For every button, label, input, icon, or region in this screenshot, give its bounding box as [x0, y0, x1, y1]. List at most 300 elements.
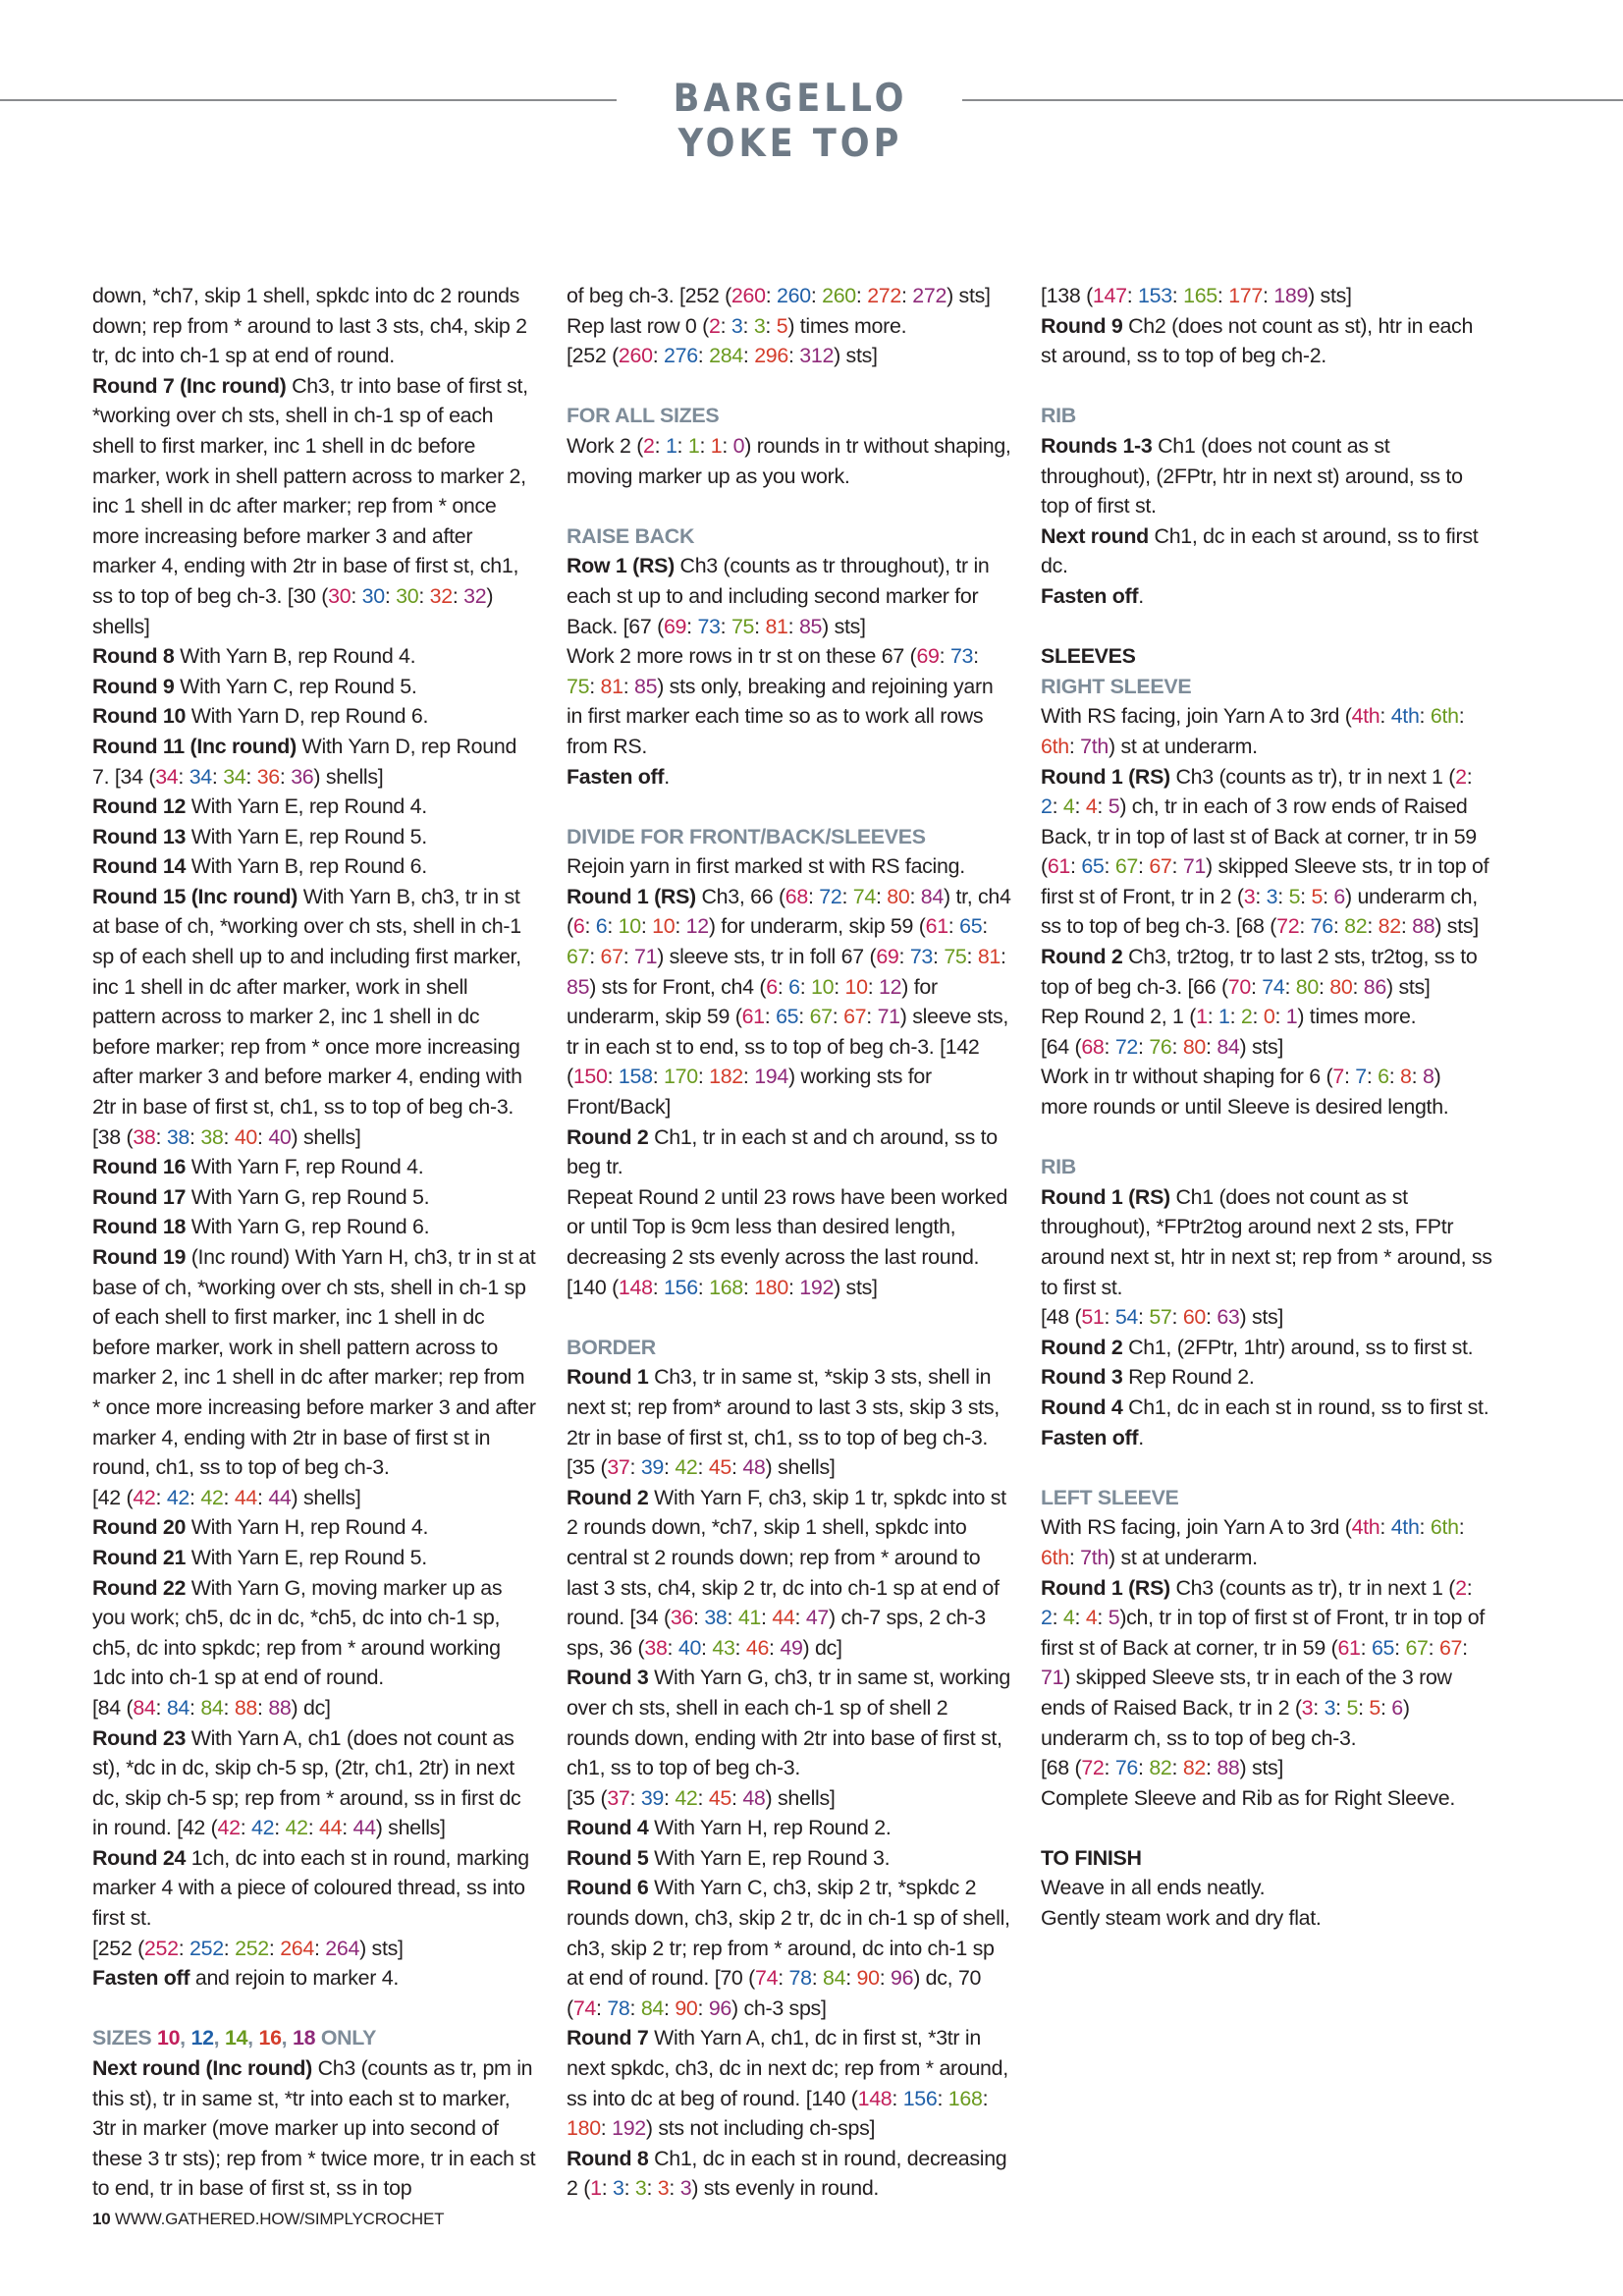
text-run: : — [1458, 1515, 1465, 1540]
text-run: ) skipped Sleeve sts, tr in each of the 3 row ends of Raised Back, tr in 2 ( — [1041, 1666, 1452, 1720]
size-value: 60 — [1182, 1305, 1207, 1330]
text-run: : — [1068, 734, 1081, 758]
text-run: ) shells] — [313, 764, 384, 789]
text-run: BORDER — [567, 1335, 656, 1359]
text-run: : — [313, 1936, 326, 1960]
text-run: : — [697, 1995, 709, 2020]
size-value: 61 — [1337, 1635, 1361, 1660]
text-run: : — [279, 764, 292, 789]
size-value: 2 — [1041, 794, 1053, 819]
instruction-paragraph — [567, 762, 1012, 793]
text-run: : — [268, 1936, 281, 1960]
text-run: : — [778, 1966, 789, 1991]
bold-label: Round 24 — [92, 1845, 187, 1870]
bold-label: Round 2 — [1041, 945, 1123, 969]
size-value: 10 — [156, 2026, 181, 2050]
size-value: 6 — [788, 974, 800, 999]
instruction-paragraph — [92, 882, 536, 1152]
size-value: 2 — [1455, 764, 1467, 789]
text-run: : — [1217, 284, 1229, 307]
instruction-paragraph — [567, 431, 1012, 491]
text-run: Ch1, (2FPtr, 1htr) around, ss to first st. — [1122, 1335, 1474, 1359]
text-run: : — [189, 1695, 201, 1720]
instruction-paragraph — [567, 882, 1012, 1122]
size-value: 84 — [920, 884, 944, 908]
size-value: 252 — [143, 1936, 179, 1960]
size-value: 14 — [224, 2026, 248, 2050]
size-value: 45 — [708, 1785, 732, 1810]
text-run: ) dc] — [291, 1695, 331, 1720]
size-value: 3 — [1266, 884, 1278, 908]
text-run: : — [1104, 1305, 1115, 1330]
text-run: : — [274, 1816, 286, 1840]
text-run: ) sts] — [822, 614, 866, 638]
size-value: 61 — [1047, 854, 1071, 879]
bold-label: Round 11 (Inc round) — [92, 734, 297, 758]
text-run: With Yarn A, ch1 (does not count as st), *dc in dc, skip ch-5 sp, (2tr, ch1, 2tr) in next dc, skip ch-5 sp; rep from * around, ss in first dc in round. [42 ( — [92, 1725, 521, 1840]
text-run: : — [855, 284, 868, 307]
instruction-paragraph — [92, 371, 536, 641]
size-value: 34 — [189, 764, 212, 789]
size-value: 180 — [754, 1275, 788, 1299]
section-heading — [1041, 672, 1492, 702]
section-spacer — [1041, 371, 1492, 402]
text-run: : — [799, 974, 812, 999]
text-run: : — [697, 1065, 710, 1089]
text-run: Ch3, 66 ( — [695, 884, 785, 908]
text-run: Ch3, tr in same st, *skip 3 sts, shell in next st; rep from* around to last 3 sts, skip 3 sts, 2tr in base of first st, ch1, ss to top of beg ch-3. — [567, 1365, 1000, 1449]
size-value: 88 — [1217, 1756, 1240, 1780]
size-value: 38 — [166, 1124, 190, 1149]
instruction-paragraph — [567, 1483, 1012, 1664]
text-run: With Yarn B, rep Round 4. — [174, 644, 416, 669]
instruction-paragraph — [92, 1843, 536, 1934]
size-value: 44 — [352, 1816, 376, 1840]
size-value: 72 — [1276, 914, 1300, 939]
size-value: 6th — [1041, 734, 1069, 758]
text-run: : — [720, 313, 731, 338]
instruction-paragraph — [567, 311, 1012, 342]
text-run: ) st at underarm. — [1108, 1545, 1258, 1569]
text-run: : — [693, 1606, 705, 1630]
footer-url: WWW.GATHERED.HOW/SIMPLYCROCHET — [115, 2210, 445, 2228]
size-value: 5 — [1288, 884, 1301, 908]
text-run: : — [966, 945, 978, 969]
text-run: : — [1462, 1635, 1468, 1660]
section-spacer — [567, 792, 1012, 822]
text-run: : — [257, 1124, 269, 1149]
size-value: 30 — [396, 583, 419, 608]
text-run: and rejoin to marker 4. — [189, 1966, 399, 1991]
bold-label: Round 9 — [1041, 313, 1123, 338]
size-value: 3 — [1243, 884, 1256, 908]
size-value: 82 — [1149, 1756, 1172, 1780]
size-value: 65 — [776, 1005, 799, 1029]
size-value: 7th — [1080, 734, 1109, 758]
text-run: Ch2 (does not count as st), htr in each st around, ss to top of beg ch-2. — [1041, 313, 1474, 368]
text-run: ) shells] — [291, 1124, 361, 1149]
text-run: : — [1206, 1756, 1217, 1780]
size-value: 69 — [663, 614, 687, 638]
text-run: With Yarn H, rep Round 2. — [648, 1816, 892, 1840]
text-run: Ch3, tr into base of first st, *working over ch sts, shell in ch-1 sp of each shell to first marker, inc 1 shell in dc before marker, work in shell pattern across to marker 2, inc 1 shell in dc after marker; rep from * once more increasing before marker 3 and after marker 4, ending with 2tr in base of first st, ch1, ss to top of beg ch-3. [30 ( — [92, 373, 528, 608]
size-value: 0 — [732, 433, 745, 458]
size-value: 47 — [805, 1606, 830, 1630]
size-value: 84 — [640, 1995, 665, 2020]
text-run: . — [664, 764, 670, 789]
text-run: : — [1419, 1515, 1431, 1540]
size-value: 48 — [742, 1785, 766, 1810]
size-value: 42 — [133, 1485, 156, 1509]
size-value: 34 — [223, 764, 246, 789]
size-value: 75 — [730, 614, 755, 638]
size-value: 67 — [1149, 854, 1172, 879]
text-run: : — [1206, 1034, 1217, 1059]
size-value: 168 — [947, 2086, 983, 2110]
text-run: With Yarn C, ch3, skip 2 tr, *spkdc 2 rounds down, ch3, skip 2 tr, dc in ch-1 sp of shell, ch3, skip 2 tr; rep from * around, dc into ch-1 sp at end of round. [70 ( — [567, 1876, 1010, 1991]
text-run: : — [769, 1635, 781, 1660]
bold-label: Round 19 — [92, 1245, 187, 1269]
text-run: Work in tr without shaping for 6 ( — [1041, 1065, 1333, 1089]
text-run: : — [731, 1455, 743, 1480]
text-run: With Yarn F, rep Round 4. — [186, 1155, 424, 1179]
size-value: 80 — [1295, 974, 1319, 999]
size-value: 63 — [1217, 1305, 1240, 1330]
text-run: : — [223, 1695, 235, 1720]
text-run: [252 ( — [92, 1936, 144, 1960]
size-value: 0 — [1263, 1005, 1275, 1029]
instruction-paragraph — [1041, 1002, 1492, 1032]
size-value: 312 — [799, 344, 835, 368]
text-run: : — [1343, 1065, 1356, 1089]
size-value: 10 — [844, 974, 868, 999]
instruction-paragraph — [1041, 1903, 1492, 1934]
instruction-paragraph — [92, 281, 536, 371]
text-run: With Yarn E, rep Round 5. — [186, 824, 427, 848]
instruction-paragraph — [92, 1512, 536, 1543]
text-run: : — [697, 344, 710, 368]
text-run: : — [1070, 854, 1082, 879]
size-value: 148 — [857, 2086, 893, 2110]
size-value: 2 — [709, 313, 721, 338]
text-run: : — [1313, 1695, 1325, 1720]
instruction-paragraph — [567, 1783, 1012, 1814]
size-value: 7th — [1080, 1545, 1109, 1569]
size-value: 32 — [429, 583, 453, 608]
instruction-paragraph — [567, 1122, 1012, 1182]
size-value: 68 — [784, 884, 808, 908]
size-value: 57 — [1149, 1305, 1172, 1330]
text-run: [35 ( — [567, 1785, 608, 1810]
size-value: 252 — [189, 1936, 224, 1960]
size-value: 158 — [618, 1065, 653, 1089]
bold-label: Round 18 — [92, 1215, 187, 1239]
size-value: 16 — [258, 2026, 282, 2050]
size-value: 2 — [1240, 1005, 1253, 1029]
text-run: 1ch, dc into each st in round, marking marker 4 with a piece of coloured thread, ss into first st. — [92, 1845, 529, 1931]
text-run: ) shells] — [92, 583, 494, 638]
instruction-paragraph — [1041, 281, 1492, 311]
size-value: 88 — [1412, 914, 1435, 939]
size-value: 41 — [737, 1606, 762, 1630]
size-value: 194 — [754, 1065, 788, 1089]
size-value: 85 — [634, 674, 658, 698]
text-run: : — [764, 1005, 777, 1029]
text-run: RIB — [1041, 404, 1076, 428]
size-value: 2 — [1455, 1575, 1467, 1600]
instruction-paragraph — [1041, 581, 1492, 612]
text-run: : — [1300, 884, 1312, 908]
page-footer — [92, 2210, 444, 2229]
text-run: : — [1411, 1065, 1423, 1089]
text-run: : — [1255, 884, 1267, 908]
text-run: : — [189, 1485, 201, 1509]
text-run: : — [1274, 1005, 1286, 1029]
text-run: ) sts] — [1386, 974, 1431, 999]
bold-label: Round 3 — [1041, 1365, 1123, 1390]
text-run: : — [1466, 1575, 1473, 1600]
text-run: With Yarn F, ch3, skip 1 tr, spkdc into st 2 rounds down, *ch7, skip 1 shell, spkdc into central st 2 rounds down; rep from * around to last 3 sts, ch4, skip 2 tr, dc into ch-1 sp at end of round. [34 ( — [567, 1485, 1006, 1630]
text-run: )ch, tr in top of first st of Front, tr in top of first st of Back at corner, tr in 59 ( — [1041, 1606, 1485, 1660]
instruction-paragraph — [92, 1182, 536, 1213]
size-value: 75 — [944, 945, 967, 969]
text-run: : — [765, 284, 778, 307]
text-run: ) sleeve sts, tr in each st to end, ss to top of beg ch-3. [142 ( — [567, 1005, 1008, 1089]
instruction-paragraph — [92, 1934, 536, 1964]
text-run: ) dc] — [802, 1635, 842, 1660]
text-run: Ch1, dc in each st in round, decreasing 2 ( — [567, 2146, 1007, 2201]
bold-label: Round 14 — [92, 854, 187, 879]
text-run: ) times more. — [1297, 1005, 1417, 1029]
instruction-paragraph — [92, 2053, 536, 2204]
bold-label: Round 1 — [567, 1365, 649, 1390]
instruction-paragraph — [92, 851, 536, 882]
size-value: 165 — [1183, 284, 1217, 307]
size-value: 2 — [643, 433, 655, 458]
text-run: : — [699, 433, 711, 458]
text-run: : — [1319, 974, 1330, 999]
text-run: : — [845, 1966, 857, 1991]
text-run: Work 2 ( — [567, 433, 644, 458]
section-spacer — [1041, 1122, 1492, 1153]
instruction-paragraph — [567, 1452, 1012, 1483]
size-value: 69 — [916, 644, 940, 669]
text-run: With Yarn D, rep Round 6. — [186, 704, 429, 729]
size-value: 73 — [909, 945, 934, 969]
text-run: : — [1229, 1005, 1241, 1029]
section-heading — [567, 401, 1012, 431]
text-run: ) dc, 70 ( — [567, 1966, 982, 2020]
text-run: Complete Sleeve and Rib as for Right Sleeve. — [1041, 1785, 1455, 1810]
text-run: : — [1352, 974, 1364, 999]
size-value: 5 — [1346, 1695, 1359, 1720]
size-value: 4th — [1351, 704, 1380, 729]
size-value: 80 — [1182, 1034, 1207, 1059]
size-value: 37 — [607, 1785, 630, 1810]
text-run: : — [600, 2116, 613, 2141]
size-value: 192 — [799, 1275, 835, 1299]
text-run: : — [1358, 1695, 1370, 1720]
bold-label: Round 23 — [92, 1725, 187, 1750]
instruction-paragraph — [1041, 431, 1492, 521]
bold-label: Round 4 — [1041, 1394, 1123, 1419]
size-value: 72 — [1114, 1034, 1139, 1059]
size-value: 296 — [754, 344, 788, 368]
text-run: : — [722, 433, 733, 458]
size-value: 44 — [319, 1816, 343, 1840]
size-value: 5 — [1108, 1606, 1120, 1630]
text-run: : — [1171, 1756, 1183, 1780]
text-run: ) ch-3 sps] — [731, 1995, 827, 2020]
text-run: : — [1138, 1305, 1150, 1330]
size-value: 84 — [1217, 1034, 1240, 1059]
text-run: ) working sts for Front/Back] — [567, 1065, 932, 1120]
instruction-paragraph — [1041, 942, 1492, 1002]
size-value: 84 — [133, 1695, 156, 1720]
text-run: ) times more. — [787, 313, 907, 338]
size-value: 67 — [809, 1005, 833, 1029]
text-run: With Yarn E, rep Round 5. — [186, 1545, 427, 1569]
text-run: : — [1052, 794, 1063, 819]
text-run: : — [1138, 1756, 1150, 1780]
size-value: 71 — [634, 945, 658, 969]
instruction-paragraph — [1041, 1062, 1492, 1121]
text-run: : — [589, 674, 601, 698]
size-value: 67 — [1114, 854, 1139, 879]
size-value: 4 — [1085, 794, 1098, 819]
text-run: Ch3 (counts as tr), tr in next 1 ( — [1169, 1575, 1456, 1600]
text-run: ) for underarm, skip 59 ( — [708, 914, 926, 939]
text-run: : — [1251, 974, 1263, 999]
text-run: : — [1323, 884, 1334, 908]
text-run: . — [1138, 583, 1144, 608]
size-value: 6 — [572, 914, 585, 939]
instruction-paragraph — [92, 1483, 536, 1513]
size-value: 272 — [867, 284, 901, 307]
text-run: : — [607, 1065, 619, 1089]
text-run: Ch1, dc in each st around, ss to first dc. — [1041, 523, 1479, 578]
size-value: 74 — [755, 1966, 779, 1991]
text-run: : — [1284, 974, 1296, 999]
instruction-paragraph — [92, 1212, 536, 1242]
text-run: : — [1299, 914, 1311, 939]
size-value: 82 — [1378, 914, 1401, 939]
bold-label: Fasten off — [1041, 1425, 1139, 1449]
text-run: Ch1 (does not count as st throughout), *FPtr2tog around next 2 sts, FPtr around next st, htr in next st; rep from * around, ss to first st. — [1041, 1184, 1492, 1299]
size-value: 42 — [166, 1485, 190, 1509]
text-run: : — [973, 644, 979, 669]
text-run: : — [307, 1816, 319, 1840]
text-run: : — [1332, 914, 1345, 939]
text-run: : — [777, 974, 789, 999]
instruction-paragraph — [1041, 1783, 1492, 1814]
size-value: 68 — [1081, 1034, 1105, 1059]
text-run: : — [1052, 1606, 1063, 1630]
text-run: : — [1138, 1034, 1150, 1059]
text-run: : — [787, 344, 800, 368]
bold-label: Round 7 — [567, 2026, 649, 2050]
text-run: Rep Round 2, 1 ( — [1041, 1005, 1197, 1029]
size-value: 72 — [819, 884, 842, 908]
size-value: 49 — [780, 1635, 803, 1660]
text-run: : — [867, 974, 880, 999]
size-value: 85 — [567, 974, 590, 999]
size-value: 10 — [811, 974, 835, 999]
instruction-paragraph — [92, 672, 536, 702]
text-run: ) sts] — [834, 344, 878, 368]
text-run: : — [1380, 1695, 1392, 1720]
bold-label: Next round (Inc round) — [92, 2056, 312, 2081]
size-value: 3 — [657, 2176, 670, 2201]
size-value: 81 — [977, 945, 1001, 969]
text-run: : — [669, 2176, 680, 2201]
text-run: : — [1335, 1695, 1347, 1720]
size-value: 36 — [291, 764, 314, 789]
size-value: 36 — [256, 764, 280, 789]
size-value: 5 — [1369, 1695, 1380, 1720]
text-run: of beg ch-3. [252 ( — [567, 284, 731, 307]
bold-label: Round 6 — [567, 1876, 649, 1900]
text-run: : — [787, 1275, 800, 1299]
size-value: 38 — [200, 1124, 224, 1149]
instruction-paragraph — [1041, 1182, 1492, 1302]
text-run: : — [1380, 704, 1391, 729]
text-run: : — [1252, 1005, 1264, 1029]
text-run: ) tr, ch4 ( — [567, 884, 1011, 939]
size-value: 39 — [640, 1455, 665, 1480]
text-run: : — [589, 945, 601, 969]
size-value: 65 — [1081, 854, 1105, 879]
text-run: : — [351, 583, 362, 608]
bold-label: Round 17 — [92, 1184, 187, 1209]
text-column-2 — [567, 281, 1012, 2204]
text-run: : — [155, 1485, 167, 1509]
size-value: 78 — [607, 1995, 630, 2020]
size-value: 75 — [567, 674, 590, 698]
size-value: 44 — [772, 1606, 795, 1630]
text-run: Rep Round 2. — [1122, 1365, 1255, 1390]
text-run: : — [675, 914, 686, 939]
size-value: 78 — [788, 1966, 812, 1991]
text-run: With Yarn B, ch3, tr in st at base of ch, *working over ch sts, shell in ch-1 sp of each shell up to and including first marker, inc 1 shell in dc after marker, work in shell pattern across to marker 2, inc 1 shell in dc before marker; rep from * once more increasing after marker 3 and before marker 4, ending with 2tr in base of first st, ch1, ss to top of beg ch-3. [38 ( — [92, 884, 522, 1149]
text-run: Rejoin yarn in first marked st with RS facing. — [567, 854, 965, 879]
text-run: ) shells] — [765, 1455, 836, 1480]
instruction-paragraph — [92, 822, 536, 852]
text-run: : — [1428, 1635, 1439, 1660]
text-run: : — [798, 1005, 810, 1029]
text-run: : — [761, 1606, 773, 1630]
text-run: : — [866, 1005, 878, 1029]
size-value: 88 — [268, 1695, 292, 1720]
size-value: 6th — [1430, 704, 1459, 729]
instruction-paragraph — [567, 1663, 1012, 1782]
instruction-paragraph — [1041, 1573, 1492, 1754]
size-value: 156 — [664, 1275, 698, 1299]
text-run: With Yarn E, rep Round 3. — [648, 1845, 891, 1870]
page-header — [0, 77, 1623, 166]
size-value: 3 — [1301, 1695, 1314, 1720]
size-value: 42 — [675, 1455, 698, 1480]
text-run: Work 2 more rows in tr st on these 67 ( — [567, 644, 917, 669]
size-value: 1 — [590, 2176, 602, 2201]
text-run: : — [1171, 1034, 1183, 1059]
size-value: 65 — [959, 914, 983, 939]
size-value: 1 — [1285, 1005, 1298, 1029]
section-spacer — [567, 491, 1012, 521]
size-value: 2 — [1041, 1606, 1053, 1630]
size-value: 4 — [1062, 1606, 1075, 1630]
size-value: 67 — [843, 1005, 867, 1029]
